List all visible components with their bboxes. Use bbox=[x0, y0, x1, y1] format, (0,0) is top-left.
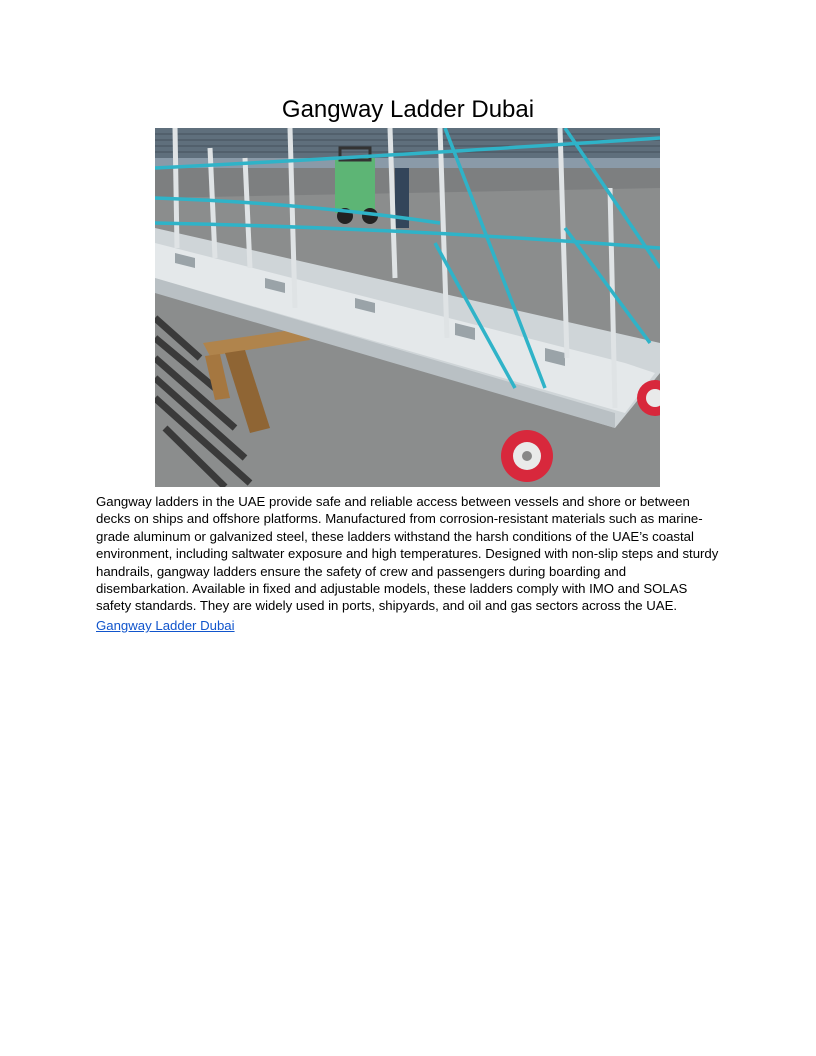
page-title: Gangway Ladder Dubai bbox=[281, 96, 535, 123]
gangway-ladder-photo bbox=[155, 128, 660, 487]
gangway-ladder-link[interactable]: Gangway Ladder Dubai bbox=[96, 618, 235, 633]
body-paragraph: Gangway ladders in the UAE provide safe and reliable access between vessels and shore or between decks on ships and offshore platforms. Manufactured from corrosion-resistant materials such as marine-grade aluminum or galvanized steel, these ladders withstand the harsh conditions of the UAE’s coastal environment, including saltwater exposure and high temperatures. Designed with non-slip steps and sturdy handrails, gangway ladders ensure the safety of crew and passengers during boarding and disembarkation. Available in fixed and adjustable models, these ladders comply with IMO and SOLAS safety standards. They are widely used in ports, shipyards, and oil and gas sectors across the UAE. bbox=[96, 494, 719, 614]
